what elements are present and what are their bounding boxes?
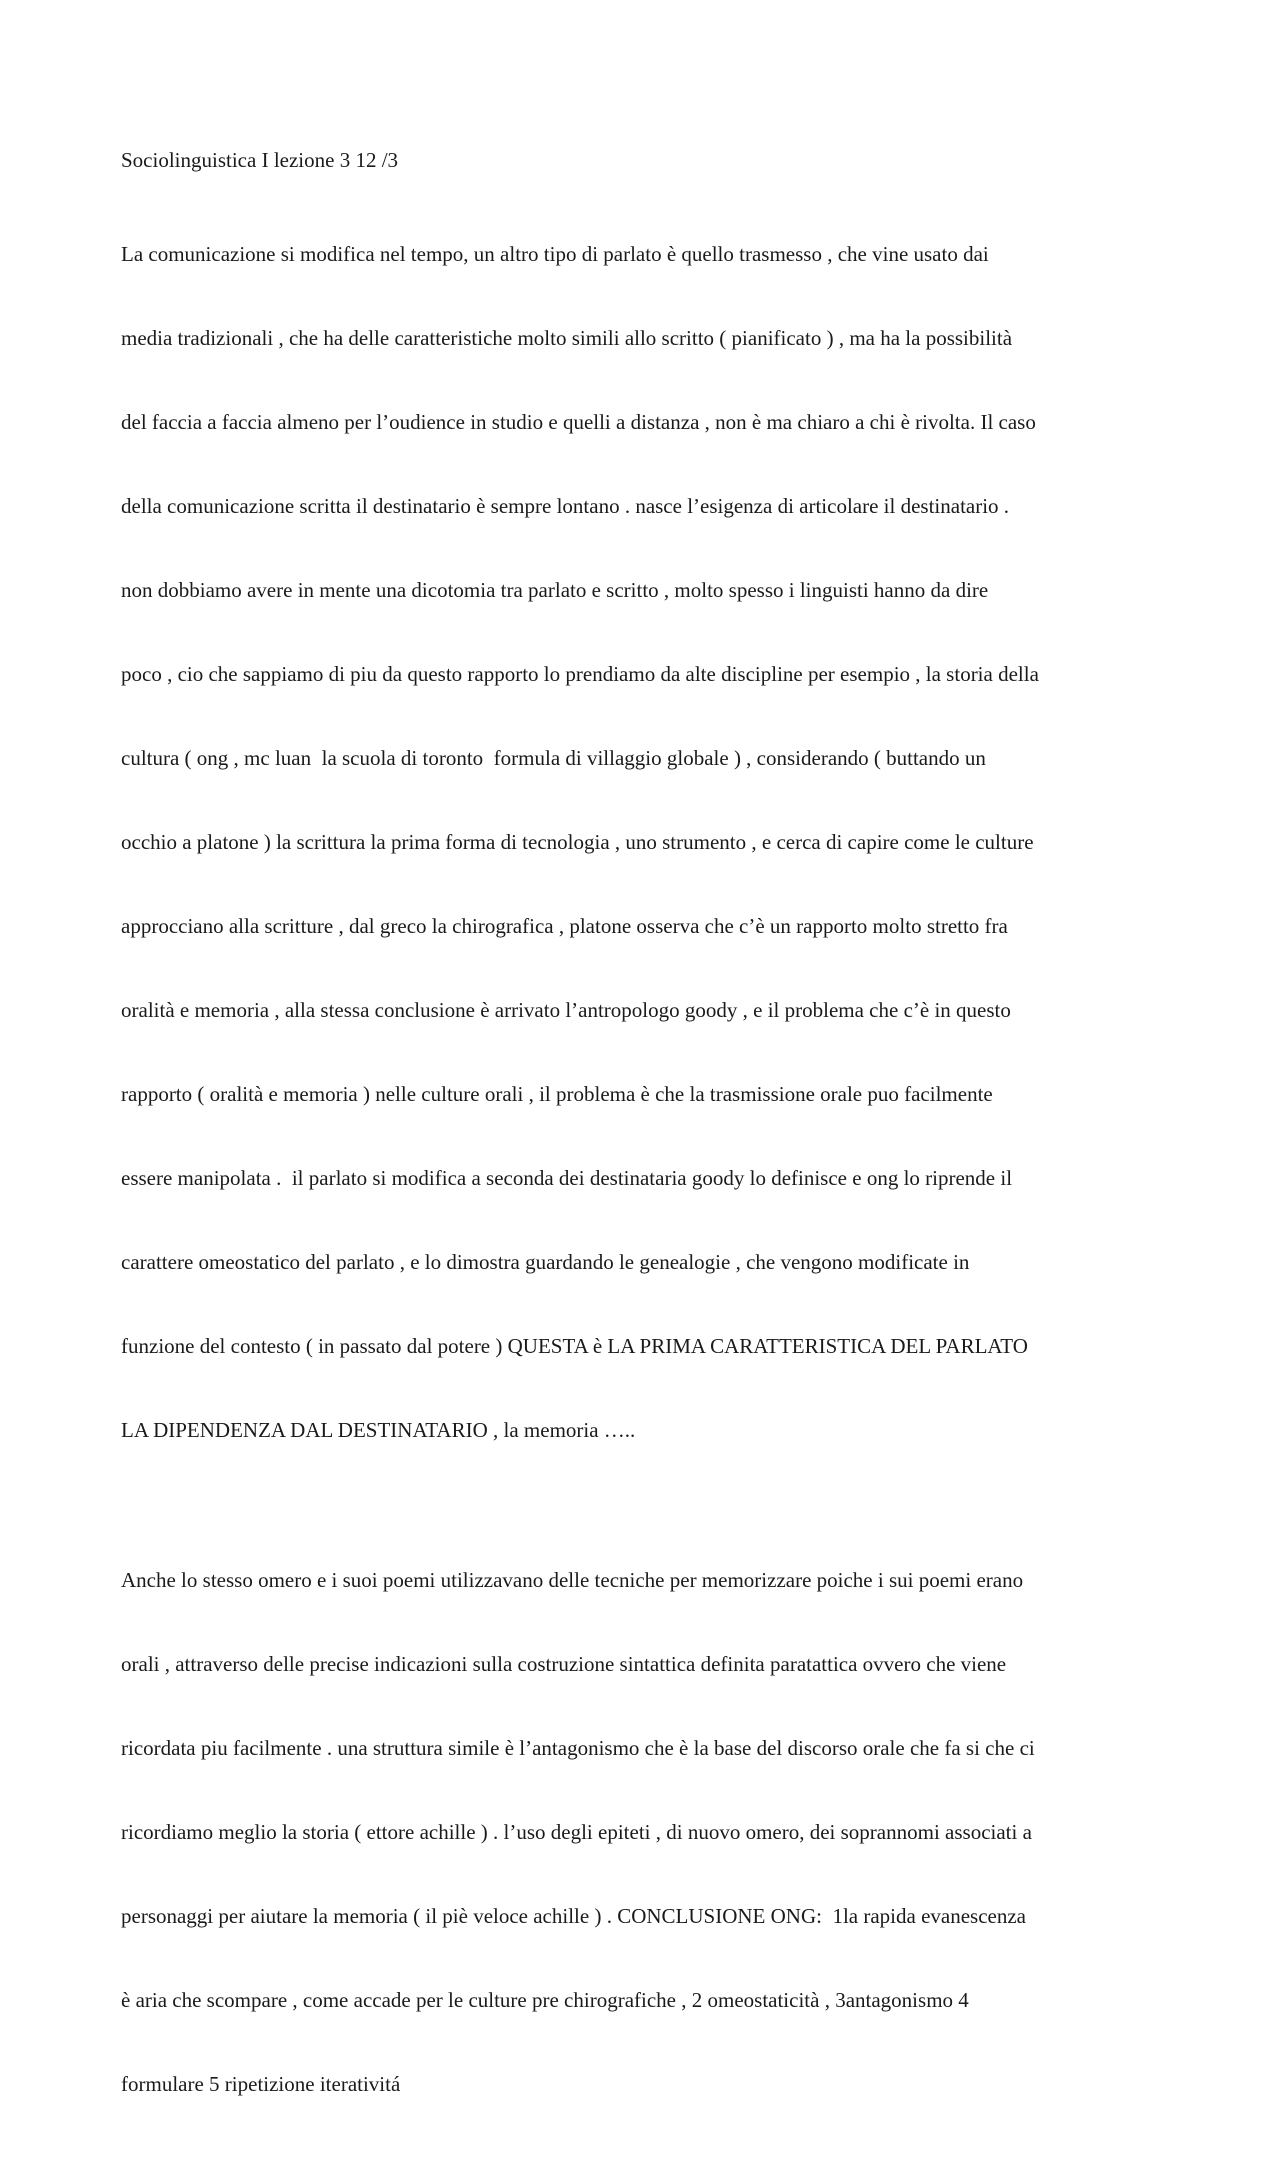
document-title: Sociolinguistica I lezione 3 12 /3 <box>121 148 399 172</box>
text-line: non dobbiamo avere in mente una dicotomia tra parlato e scritto , molto spesso i linguisti hanno da dire <box>121 578 989 602</box>
text-line: cultura ( ong , mc luan la scuola di toronto formula di villaggio globale ) , considerando ( buttando un <box>121 746 986 770</box>
text-line: La comunicazione si modifica nel tempo, un altro tipo di parlato è quello trasmesso , che vine usato dai <box>121 242 989 266</box>
text-line: media tradizionali , che ha delle caratteristiche molto simili allo scritto ( pianificato ) , ma ha la possibilità <box>121 326 1013 350</box>
text-line: LA DIPENDENZA DAL DESTINATARIO , la memoria ….. <box>121 1418 636 1442</box>
text-line: orali , attraverso delle precise indicazioni sulla costruzione sintattica definita paratattica ovvero che viene <box>121 1652 1007 1676</box>
text-line: funzione del contesto ( in passato dal potere ) QUESTA è LA PRIMA CARATTERISTICA DEL PARLATO <box>121 1334 1028 1358</box>
text-line: personaggi per aiutare la memoria ( il piè veloce achille ) . CONCLUSIONE ONG: 1la rapida evanescenza <box>121 1904 1026 1928</box>
text-line: ricordata piu facilmente . una struttura simile è l’antagonismo che è la base del discorso orale che fa si che ci <box>121 1736 1035 1760</box>
text-line: della comunicazione scritta il destinatario è sempre lontano . nasce l’esigenza di articolare il destinatario . <box>121 494 1010 518</box>
text-line: del faccia a faccia almeno per l’oudience in studio e quelli a distanza , non è ma chiaro a chi è rivolta. Il caso <box>121 410 1036 434</box>
text-line: ricordiamo meglio la storia ( ettore achille ) . l’uso degli epiteti , di nuovo omero, dei soprannomi associati a <box>121 1820 1032 1844</box>
text-line: approcciano alla scritture , dal greco la chirografica , platone osserva che c’è un rapporto molto stretto fra <box>121 914 1008 938</box>
text-line: Anche lo stesso omero e i suoi poemi utilizzavano delle tecniche per memorizzare poiche i sui poemi erano <box>121 1568 1024 1592</box>
text-line: poco , cio che sappiamo di piu da questo rapporto lo prendiamo da alte discipline per esempio , la storia della <box>121 662 1039 686</box>
text-line: carattere omeostatico del parlato , e lo dimostra guardando le genealogie , che vengono modificate in <box>121 1250 970 1274</box>
text-line: rapporto ( oralità e memoria ) nelle culture orali , il problema è che la trasmissione orale puo facilmente <box>121 1082 993 1106</box>
text-line: formulare 5 ripetizione iterativitá <box>121 2072 401 2096</box>
document-page <box>121 146 1171 2164</box>
text-line: occhio a platone ) la scrittura la prima forma di tecnologia , uno strumento , e cerca di capire come le culture <box>121 830 1034 854</box>
text-line: oralità e memoria , alla stessa conclusione è arrivato l’antropologo goody , e il problema che c’è in questo <box>121 998 1011 1022</box>
paragraph-1 <box>121 184 1171 1500</box>
text-line: essere manipolata . il parlato si modifica a seconda dei destinataria goody lo definisce e ong lo riprende il <box>121 1166 1013 1190</box>
paragraph-2 <box>121 1510 1171 2154</box>
text-line: è aria che scompare , come accade per le culture pre chirografiche , 2 omeostaticità , 3antagonismo 4 <box>121 1988 969 2012</box>
